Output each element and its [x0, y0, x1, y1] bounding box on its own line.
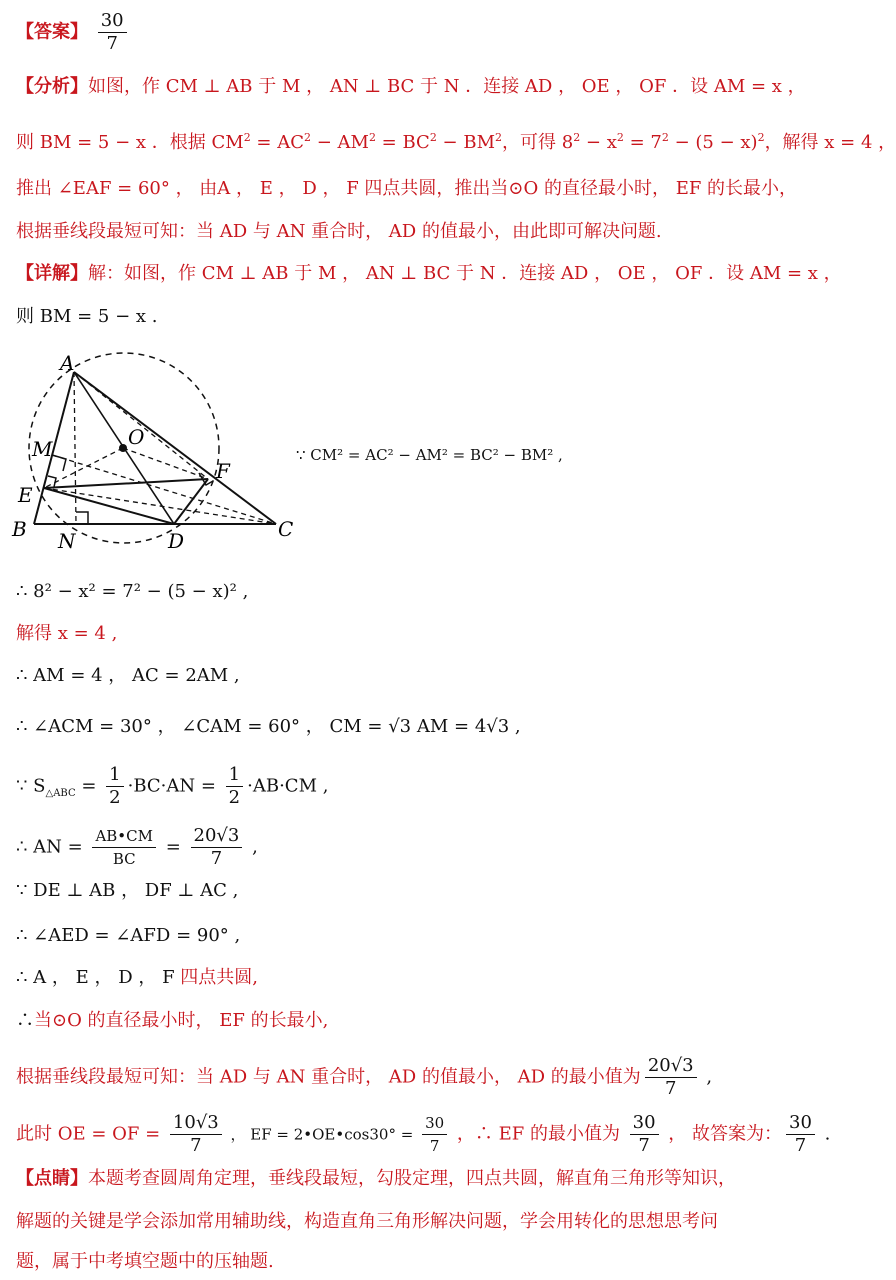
s6b: =	[160, 836, 187, 858]
answer-numerator: 30	[98, 10, 127, 33]
detail-line-2: 则 BM = 5 − x .	[16, 306, 158, 327]
analysis-line-3: 推出 ∠EAF = 60° ， 由A ， E ， D ， F 四点共圆，推出当⊙O 的直径最小时， EF 的长最小，	[16, 178, 798, 199]
half-fraction-1	[106, 764, 123, 809]
right-angle-n	[76, 512, 88, 524]
an-res-d: 7	[210, 848, 223, 869]
analysis-t2b: = AC	[250, 132, 304, 153]
ad-min-d: 7	[665, 1078, 677, 1099]
step-2: 解得 x = 4 ,	[16, 623, 118, 644]
detail-line-1	[16, 260, 842, 288]
half-fraction-2	[226, 764, 243, 809]
comment-text-1: 本题考查圆周角定理，垂线段最短，勾股定理，四点共圆，解直角三角形等知识，	[88, 1168, 736, 1189]
sq6: 2	[573, 131, 581, 144]
analysis-t2e: − BM	[436, 132, 495, 153]
sq2: 2	[303, 131, 311, 144]
sq3: 2	[368, 131, 376, 144]
analysis-line-4: 根据垂线段最短可知：当 AD 与 AN 重合时， AD 的值最小，由此即可解决问题.	[16, 221, 662, 242]
step-8: ∴ ∠AED = ∠AFD = 90° ,	[16, 925, 241, 946]
s5-sub: △ABC	[45, 788, 76, 800]
s12c: ，∴ EF 的最小值为	[451, 1123, 626, 1145]
analysis-label: 【分析】	[16, 76, 88, 97]
center-point-o	[119, 444, 127, 452]
ad-min-fraction	[645, 1055, 697, 1100]
label-f: F	[216, 459, 230, 483]
s12e: ， 故答案为：	[662, 1123, 783, 1145]
dash-cm	[52, 455, 276, 524]
an-result-fraction	[191, 825, 243, 870]
an-frac-d: BC	[112, 850, 136, 868]
ad-min-n: 20√3	[645, 1055, 697, 1078]
oe-fraction	[170, 1112, 222, 1157]
s11a: 根据垂线段最短可知：当 AD 与 AN 重合时， AD 的值最小， AD 的最小值为	[16, 1066, 641, 1088]
s12f: .	[818, 1123, 831, 1145]
s10a: ∴	[16, 1010, 34, 1031]
sq8: 2	[661, 131, 669, 144]
analysis-text-1: 如图，作 CM ⊥ AB 于 M ， AN ⊥ BC 于 N ．连接 AD ， OE ， OF ．设 AM = x ，	[88, 76, 806, 97]
label-d: D	[168, 529, 185, 553]
analysis-t2h: = 7	[623, 132, 662, 153]
step-11	[16, 1055, 712, 1100]
step-10	[16, 1007, 328, 1035]
s5b: =	[75, 775, 103, 797]
geometry-figure	[8, 350, 308, 560]
an-frac-n: AB•CM	[92, 825, 156, 848]
sq5: 2	[495, 131, 502, 144]
analysis-t2c: − AM	[310, 132, 369, 153]
analysis-t2i: − (5 − x)	[668, 132, 758, 153]
oe-d: 7	[190, 1135, 202, 1156]
side-ac	[74, 372, 276, 524]
s9b: 四点共圆,	[180, 967, 259, 988]
comment-line-3: 题，属于中考填空题中的压轴题.	[16, 1251, 274, 1272]
s12b: ， EF = 2•OE•cos30° =	[225, 1125, 419, 1144]
half-d1: 2	[109, 787, 121, 808]
answer-label: 【答案】	[16, 21, 88, 43]
analysis-t2a: 则 BM = 5 − x ．根据 CM	[16, 132, 244, 153]
label-m: M	[32, 437, 53, 461]
half-n2: 1	[226, 764, 243, 787]
sq9: 2	[757, 131, 765, 144]
analysis-t2g: − x	[580, 132, 617, 153]
final-d: 7	[794, 1135, 807, 1156]
s5d: ·AB·CM ,	[247, 775, 329, 797]
comment-label: 【点睛】	[16, 1168, 88, 1189]
segment-ef	[44, 479, 208, 488]
comment-line-2: 解题的关键是学会添加常用辅助线，构造直角三角形解决问题，学会用转化的思想思考问	[16, 1211, 718, 1232]
ef-d: 7	[429, 1137, 440, 1155]
step-1: ∴ 8² − x² = 7² − (5 − x)² ,	[16, 581, 249, 602]
step-6	[16, 825, 258, 870]
s5c: ·BC·AN =	[127, 775, 222, 797]
answer-fraction	[98, 10, 127, 55]
step-5	[16, 764, 328, 809]
s10b: 当⊙O 的直径最小时， EF 的长最小,	[34, 1010, 329, 1031]
right-angle-m	[52, 455, 66, 471]
label-e: E	[18, 483, 33, 507]
label-o: O	[128, 425, 145, 449]
label-n: N	[58, 529, 76, 553]
step-12	[16, 1112, 830, 1157]
s12a: 此时 OE = OF =	[16, 1123, 166, 1145]
oe-n: 10√3	[170, 1112, 222, 1135]
dash-an	[74, 372, 76, 524]
final-n: 30	[786, 1112, 815, 1135]
analysis-line-2	[16, 124, 896, 157]
detail-text-1: 解：如图，作 CM ⊥ AB 于 M ， AN ⊥ BC 于 N ．连接 AD ， OE ， OF ．设 AM = x ，	[88, 263, 842, 284]
answer-line	[16, 10, 131, 55]
step-9	[16, 964, 258, 992]
answer-denominator: 7	[106, 33, 118, 54]
label-a: A	[60, 351, 75, 375]
s6c: ,	[246, 836, 258, 858]
half-n1: 1	[106, 764, 123, 787]
comment-line-1	[16, 1165, 736, 1193]
s11b: ,	[700, 1066, 713, 1088]
ef-min-n: 30	[630, 1112, 659, 1135]
label-c: C	[278, 517, 294, 541]
an-fraction	[92, 825, 156, 870]
sq7: 2	[616, 131, 624, 144]
step-7: ∵ DE ⊥ AB ， DF ⊥ AC ,	[16, 880, 239, 901]
step-3: ∴ AM = 4 ， AC = 2AM ,	[16, 665, 240, 686]
analysis-t2j: ，解得 x = 4 ，	[764, 132, 896, 153]
ef-min-d: 7	[638, 1135, 650, 1156]
side-equation: ∵ CM² = AC² − AM² = BC² − BM² ,	[296, 446, 563, 464]
half-d2: 2	[228, 787, 241, 808]
detail-label: 【详解】	[16, 263, 88, 284]
s6a: ∴ AN =	[16, 836, 89, 858]
analysis-t2f: ，可得 8	[502, 132, 574, 153]
dash-ec	[44, 488, 276, 524]
ef-min-fraction	[630, 1112, 659, 1157]
sq1: 2	[243, 131, 251, 144]
final-fraction	[786, 1112, 815, 1157]
step-4: ∴ ∠ACM = 30° ， ∠CAM = 60° ， CM = √3 AM = 4√3 ,	[16, 716, 521, 737]
analysis-t2d: = BC	[375, 132, 430, 153]
s9a: ∴ A ， E ， D ， F	[16, 967, 181, 988]
ef-fraction	[422, 1112, 447, 1157]
sq4: 2	[429, 131, 437, 144]
analysis-line-1	[16, 73, 806, 101]
s5a: ∵ S	[16, 775, 46, 797]
ef-n: 30	[422, 1112, 447, 1135]
an-res-n: 20√3	[191, 825, 243, 848]
label-b: B	[12, 517, 27, 541]
